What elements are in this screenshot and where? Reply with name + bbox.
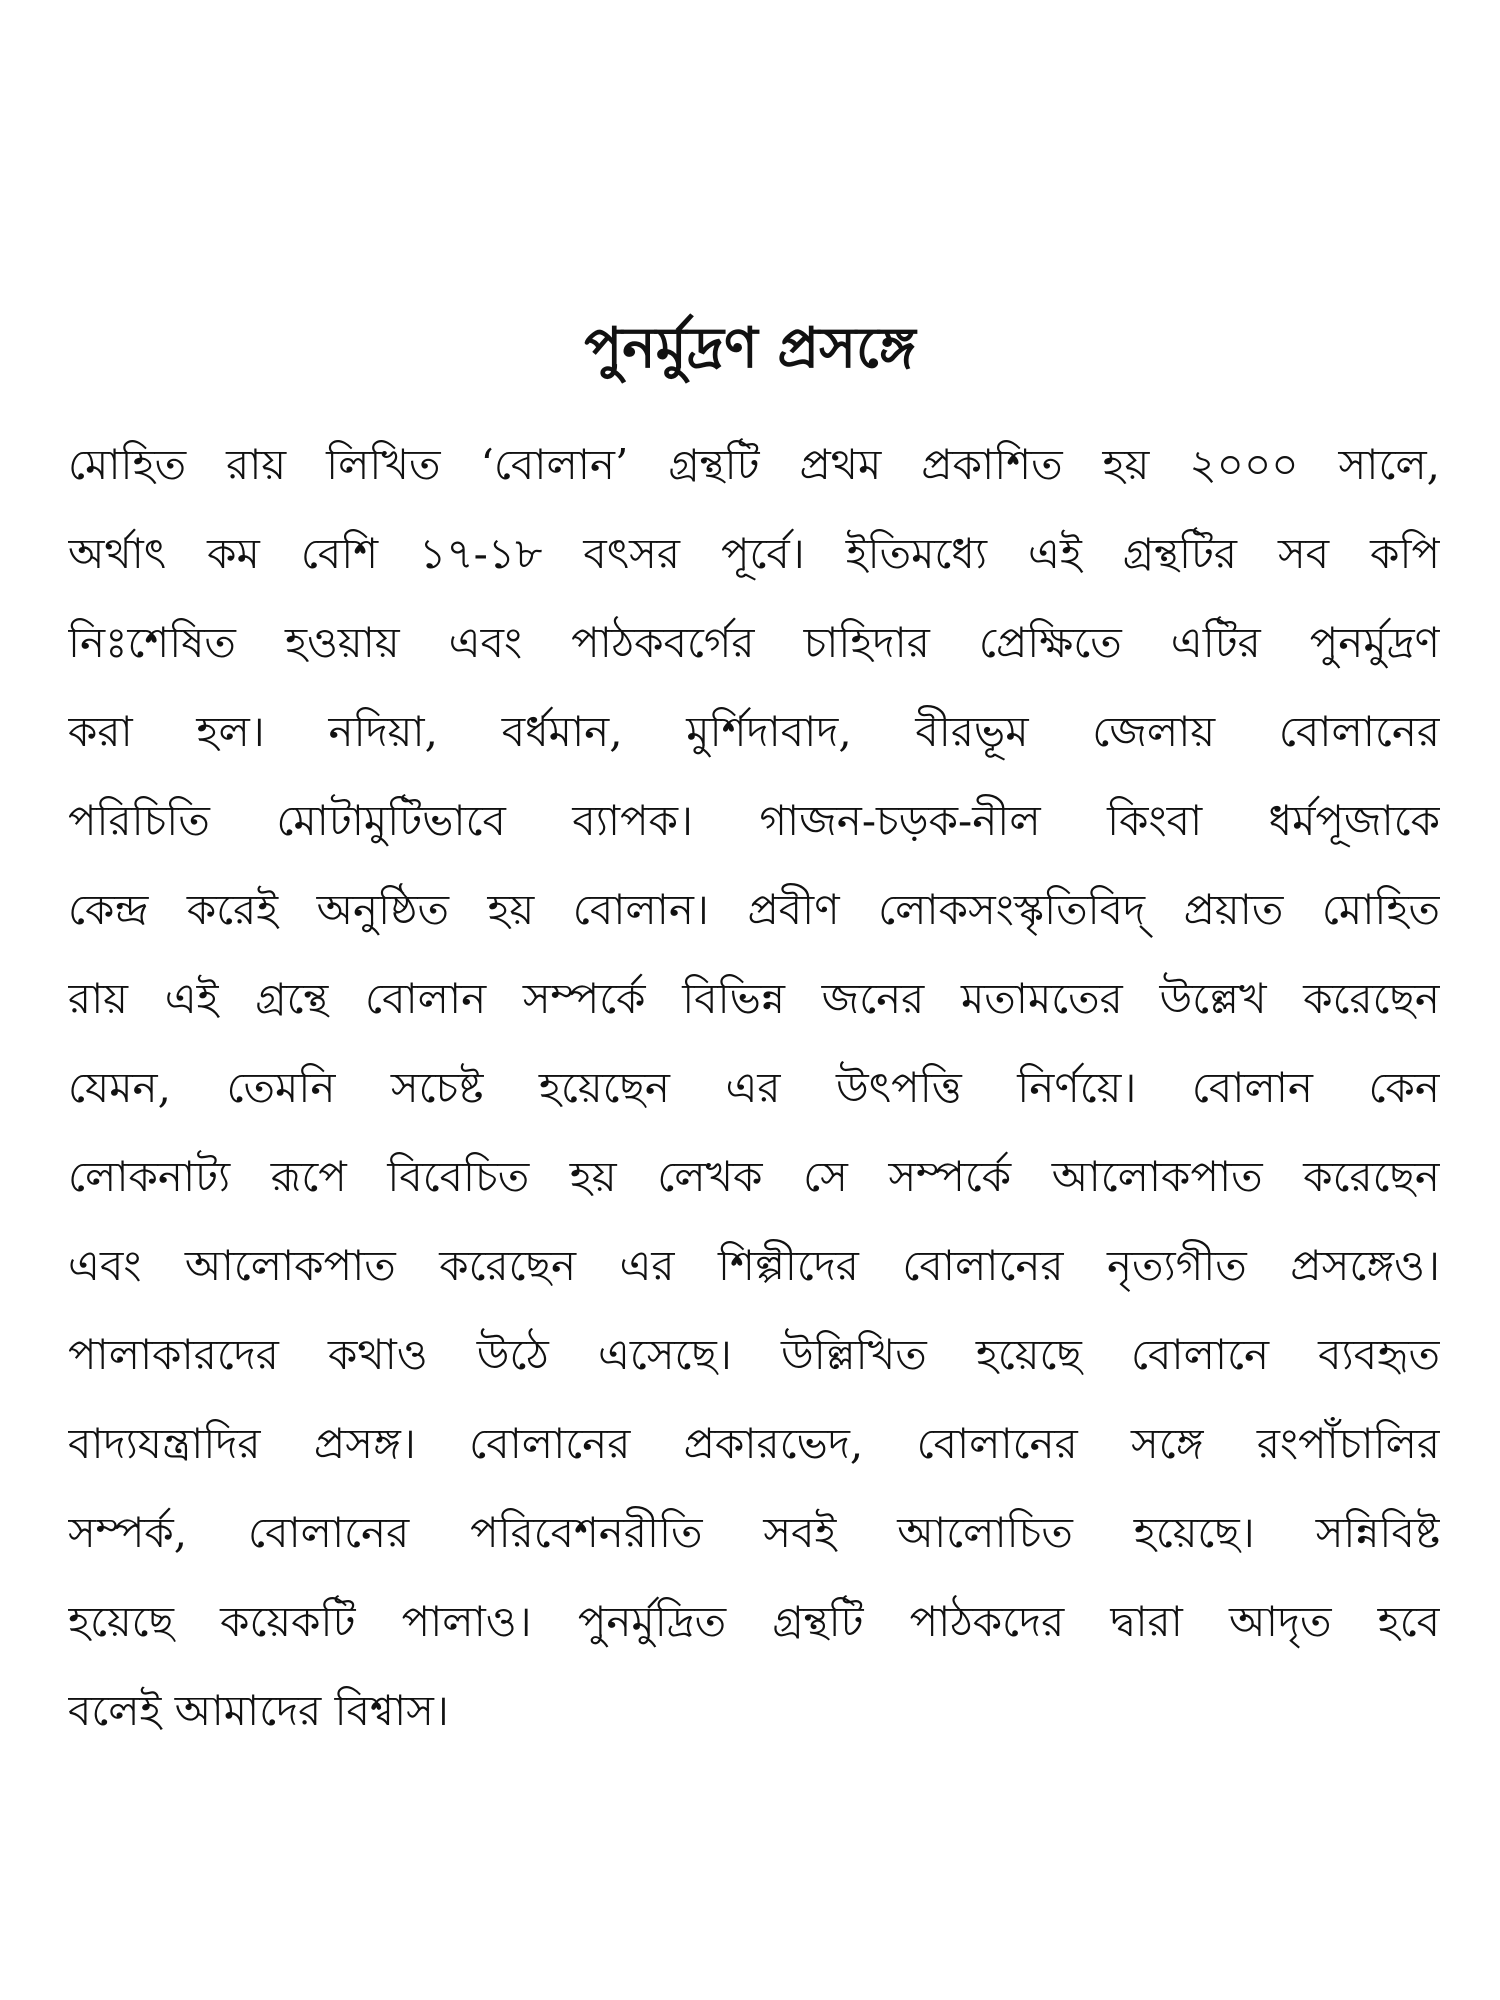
paragraph-line: লোকনাট্য রূপে বিবেচিত হয় লেখক সে সম্পর্কে আলোকপাত করেছেন [68, 1152, 1440, 1201]
paragraph-line: হয়েছে কয়েকটি পালাও। পুনর্মুদ্রিত গ্রন্থটি পাঠকদের দ্বারা আদৃত হবে [68, 1597, 1440, 1646]
paragraph-line: করা হল। নদিয়া, বর্ধমান, মুর্শিদাবাদ, বীরভূম জেলায় বোলানের [68, 707, 1440, 756]
paragraph-line: যেমন, তেমনি সচেষ্ট হয়েছেন এর উৎপত্তি নির্ণয়ে। বোলান কেন [68, 1063, 1440, 1112]
paragraph-line: রায় এই গ্রন্থে বোলান সম্পর্কে বিভিন্ন জনের মতামতের উল্লেখ করেছেন [68, 974, 1440, 1023]
paragraph-line: পরিচিতি মোটামুটিভাবে ব্যাপক। গাজন-চড়ক-নীল কিংবা ধর্মপূজাকে [68, 796, 1440, 845]
page-title: পুনর্মুদ্রণ প্রসঙ্গে [584, 314, 916, 381]
paragraph-line: পালাকারদের কথাও উঠে এসেছে। উল্লিখিত হয়েছে বোলানে ব্যবহৃত [68, 1330, 1440, 1379]
paragraph-line: মোহিত রায় লিখিত ‘বোলান’ গ্রন্থটি প্রথম প্রকাশিত হয় ২০০০ সালে, [68, 440, 1440, 489]
paragraph-line: এবং আলোকপাত করেছেন এর শিল্পীদের বোলানের নৃত্যগীত প্রসঙ্গেও। [68, 1241, 1440, 1290]
body-paragraph [68, 420, 1440, 1755]
paragraph-last-line: বলেই আমাদের বিশ্বাস। [68, 1686, 449, 1735]
paragraph-line: সম্পর্ক, বোলানের পরিবেশনরীতি সবই আলোচিত হয়েছে। সন্নিবিষ্ট [68, 1508, 1440, 1557]
paragraph-line: কেন্দ্র করেই অনুষ্ঠিত হয় বোলান। প্রবীণ লোকসংস্কৃতিবিদ্ প্রয়াত মোহিত [68, 885, 1440, 934]
paragraph-line: অর্থাৎ কম বেশি ১৭-১৮ বৎসর পূর্বে। ইতিমধ্যে এই গ্রন্থটির সব কপি [68, 529, 1440, 578]
paragraph-line: বাদ্যযন্ত্রাদির প্রসঙ্গ। বোলানের প্রকারভেদ, বোলানের সঙ্গে রংপাঁচালির [68, 1419, 1440, 1468]
paragraph-line: নিঃশেষিত হওয়ায় এবং পাঠকবর্গের চাহিদার প্রেক্ষিতে এটির পুনর্মুদ্রণ [68, 618, 1440, 667]
